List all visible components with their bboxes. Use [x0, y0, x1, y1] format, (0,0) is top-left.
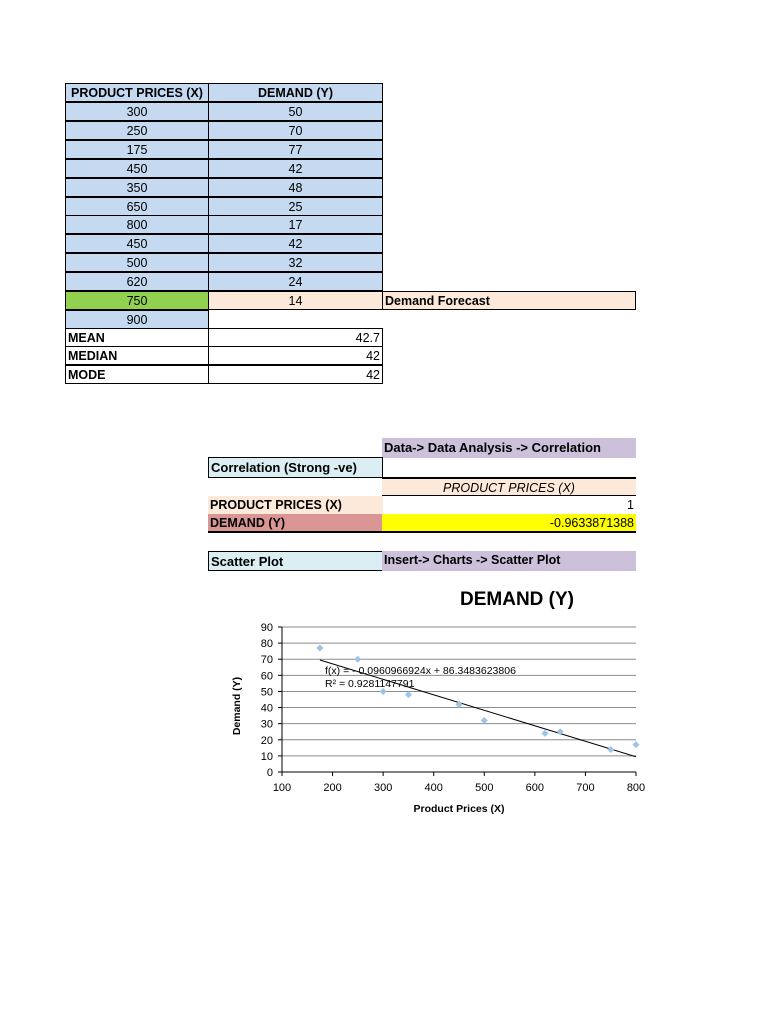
x-tick-label: 600 [525, 782, 545, 794]
y-tick-label: 50 [260, 686, 273, 699]
mode-label[interactable]: MODE [65, 365, 209, 384]
mode-value[interactable]: 42 [208, 365, 383, 384]
demand-cell[interactable]: 70 [208, 121, 383, 140]
data-point [481, 717, 488, 724]
demand-cell[interactable]: 25 [208, 197, 383, 216]
header-demand[interactable]: DEMAND (Y) [208, 83, 383, 102]
y-tick-label: 0 [266, 767, 273, 779]
price-cell[interactable]: 450 [65, 234, 209, 253]
x-tick-label: 800 [626, 782, 645, 794]
y-tick-label: 40 [260, 702, 273, 715]
data-point [633, 741, 640, 748]
price-cell[interactable]: 350 [65, 178, 209, 197]
chart-title: DEMAND (Y) [460, 589, 574, 610]
y-tick-label: 20 [260, 734, 273, 747]
data-point [607, 746, 614, 753]
price-cell[interactable]: 500 [65, 253, 209, 272]
scatter-chart [225, 580, 645, 825]
r-squared-label: R² = 0.9281147791 [325, 678, 415, 690]
y-axis-label: Demand (Y) [231, 676, 243, 736]
price-cell[interactable]: 300 [65, 102, 209, 121]
x-tick-label: 200 [323, 782, 342, 794]
x-tick-label: 700 [576, 782, 595, 794]
forecast-label-cell[interactable]: Demand Forecast [382, 291, 636, 310]
x-tick-label: 100 [272, 782, 292, 794]
y-tick-label: 60 [260, 670, 273, 683]
correlation-row2-label[interactable]: DEMAND (Y) [208, 514, 383, 533]
correlation-instruction[interactable]: Data-> Data Analysis -> Correlation [382, 438, 636, 458]
price-cell[interactable]: 450 [65, 159, 209, 178]
data-point [316, 644, 323, 651]
price-cell[interactable]: 650 [65, 197, 209, 216]
scatter-instruction[interactable]: Insert-> Charts -> Scatter Plot [382, 551, 636, 571]
demand-cell[interactable]: 50 [208, 102, 383, 121]
header-product-prices[interactable]: PRODUCT PRICES (X) [65, 83, 209, 102]
median-value[interactable]: 42 [208, 346, 383, 365]
data-point [354, 656, 361, 663]
y-tick-label: 70 [260, 654, 273, 667]
correlation-col-header[interactable]: PRODUCT PRICES (X) [382, 477, 636, 496]
demand-cell[interactable]: 42 [208, 234, 383, 253]
scatter-title[interactable]: Scatter Plot [208, 551, 383, 571]
data-point [405, 691, 412, 698]
demand-cell[interactable]: 48 [208, 178, 383, 197]
forecast-price-cell[interactable]: 750 [65, 291, 209, 310]
x-tick-label: 500 [475, 782, 494, 794]
y-tick-label: 90 [260, 622, 273, 634]
data-point [541, 730, 548, 737]
demand-cell[interactable]: 77 [208, 140, 383, 159]
forecast-demand-cell[interactable]: 14 [208, 291, 383, 310]
price-cell[interactable]: 250 [65, 121, 209, 140]
mean-value[interactable]: 42.7 [208, 328, 383, 347]
price-cell[interactable]: 800 [65, 215, 209, 234]
demand-cell[interactable]: 42 [208, 159, 383, 178]
price-cell[interactable]: 175 [65, 140, 209, 159]
y-tick-label: 30 [260, 718, 273, 731]
x-tick-label: 400 [424, 782, 443, 794]
y-tick-label: 10 [260, 750, 273, 763]
y-tick-label: 80 [260, 638, 273, 651]
x-tick-label: 300 [373, 782, 393, 794]
price-cell[interactable]: 620 [65, 272, 209, 291]
extra-price-cell[interactable]: 900 [65, 310, 209, 329]
demand-cell[interactable]: 17 [208, 215, 383, 234]
demand-cell[interactable]: 32 [208, 253, 383, 272]
mean-label[interactable]: MEAN [65, 328, 209, 347]
demand-cell[interactable]: 24 [208, 272, 383, 291]
correlation-row1-value[interactable]: 1 [627, 498, 634, 512]
correlation-title[interactable]: Correlation (Strong -ve) [208, 457, 383, 478]
correlation-row1-label[interactable]: PRODUCT PRICES (X) [208, 496, 383, 515]
correlation-row2-value[interactable]: -0.9633871388 [382, 514, 636, 533]
x-axis-label: Product Prices (X) [413, 803, 505, 815]
median-label[interactable]: MEDIAN [65, 346, 209, 365]
trendline-equation: f(x) = - 0.0960966924x + 86.3483623806 [325, 665, 516, 677]
